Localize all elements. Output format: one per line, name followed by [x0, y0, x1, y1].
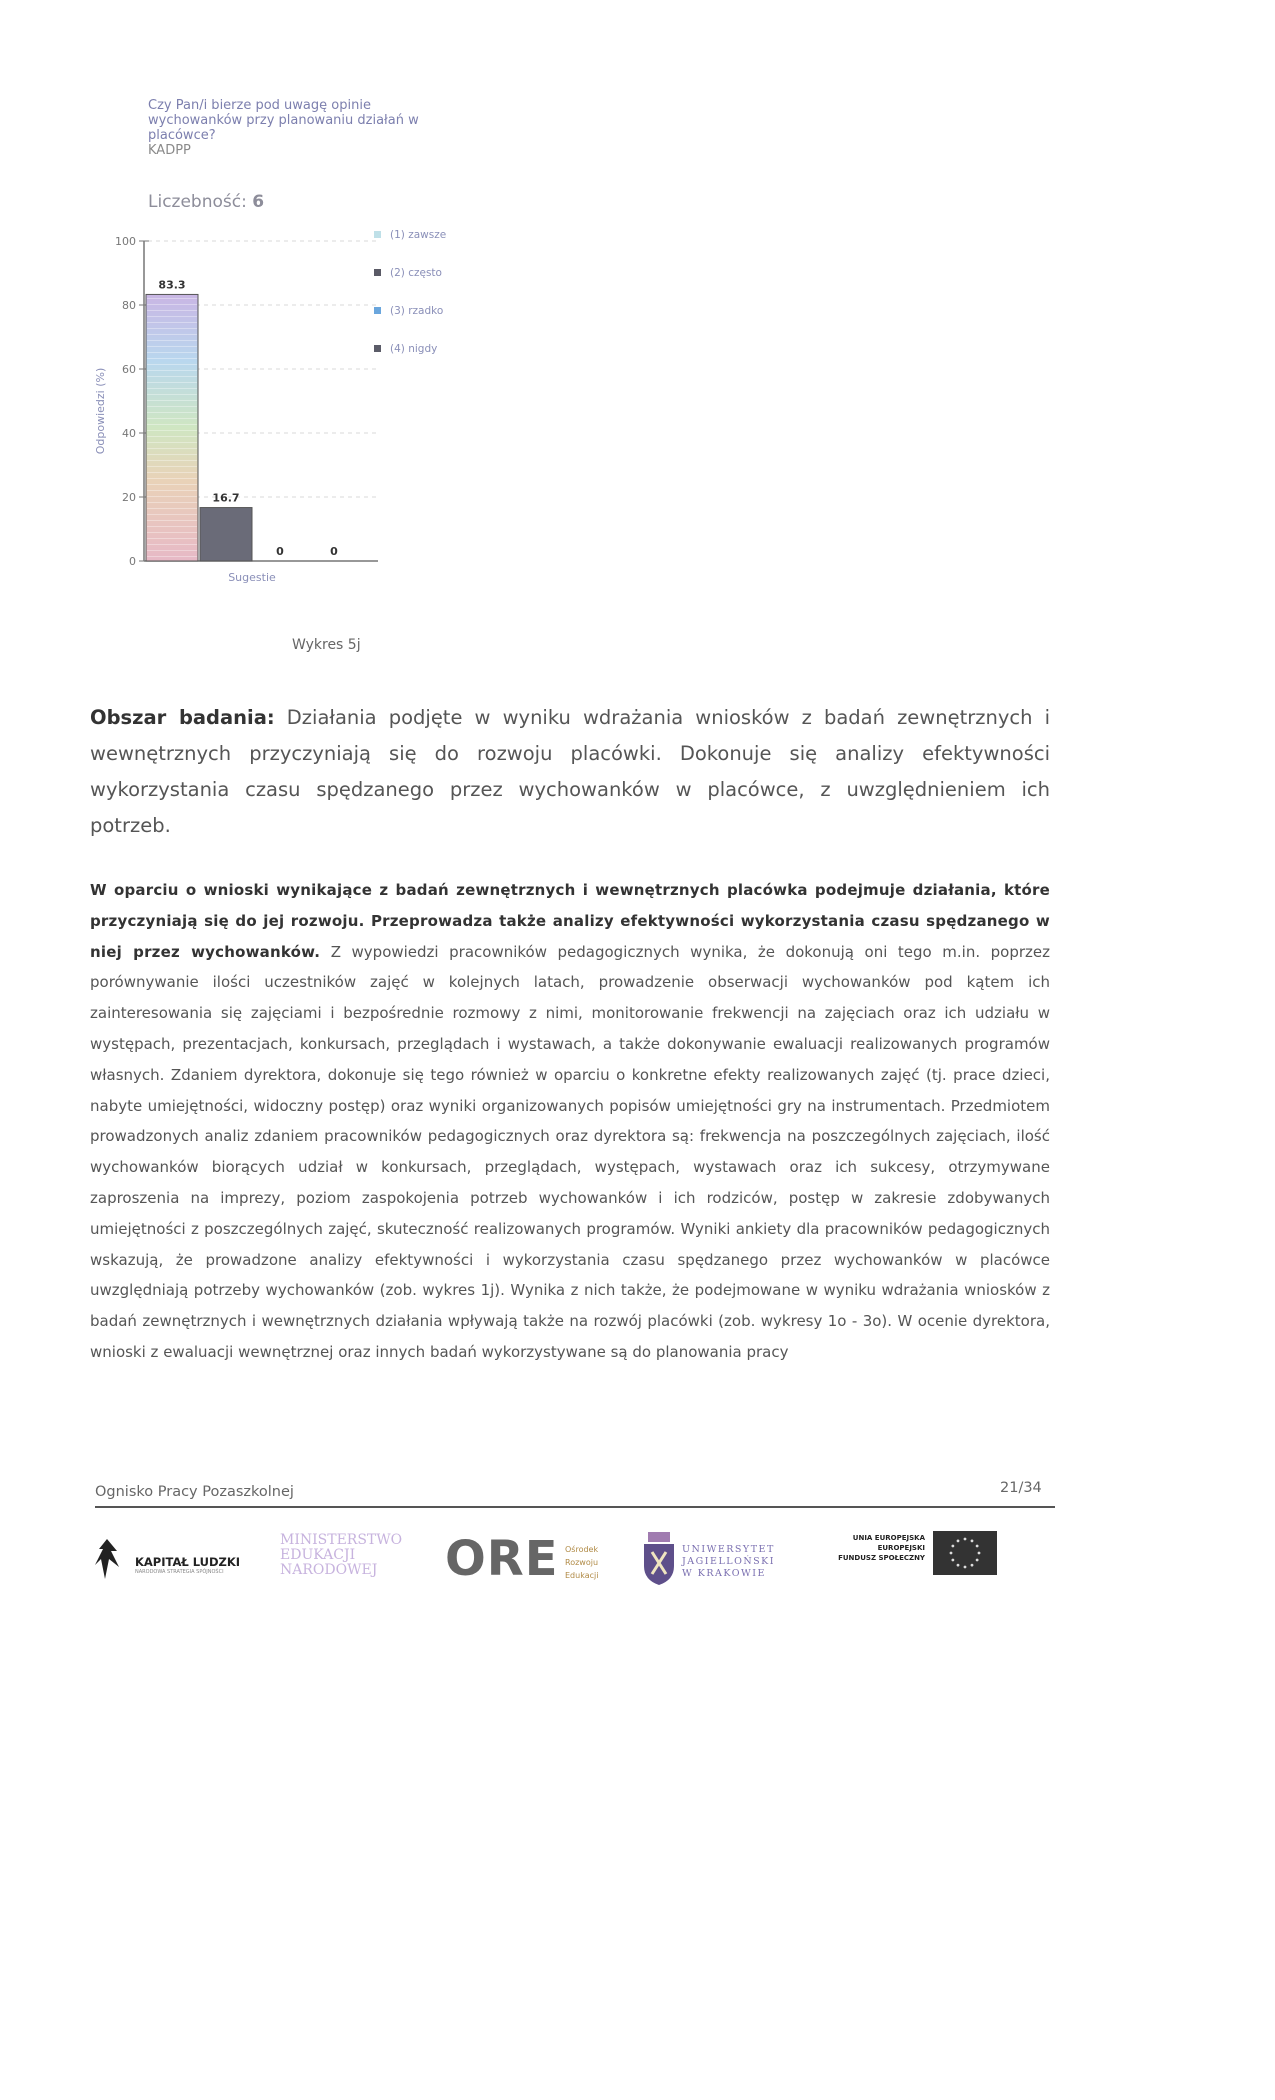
- body-paragraph: [90, 875, 1050, 1368]
- eu-star: [957, 1564, 960, 1567]
- chart-title-line: placówce?: [148, 128, 216, 143]
- eu-line: FUNDUSZ SPOŁECZNY: [838, 1554, 925, 1562]
- research-area-lead: Obszar badania:: [90, 706, 275, 729]
- uj-logo: [640, 1530, 776, 1590]
- bar-value-label: 16.7: [212, 491, 240, 505]
- research-area-paragraph: [90, 700, 1050, 844]
- eu-star: [976, 1559, 979, 1562]
- legend-marker: [374, 269, 381, 276]
- bar-value-label: 0: [276, 545, 284, 558]
- bar: [200, 508, 252, 561]
- x-category-label: Sugestie: [228, 571, 276, 584]
- kapital-ludzki-logo: [95, 1537, 241, 1585]
- legend-marker: [374, 307, 381, 314]
- ore-sub-line: Rozwoju: [565, 1558, 599, 1567]
- eu-star: [964, 1566, 967, 1569]
- eu-name: [795, 1533, 925, 1563]
- sponsor-logos: [95, 1525, 1055, 1595]
- bar-value-label: 83.3: [158, 278, 186, 292]
- y-tick-label: 40: [122, 427, 136, 440]
- body-bold-lead: W oparciu o wnioski wynikające z badań zewnętrznych i wewnętrznych placówka podejmuje działania, które przyczyniają się do jej rozwoju. Przeprowadza także analizy efektywności wykorzystania czasu spędzanego w niej przez wychowanków.: [90, 881, 1050, 961]
- y-tick-label: 20: [122, 491, 136, 504]
- kapital-ludzki-icon: [95, 1537, 129, 1581]
- eu-star: [957, 1539, 960, 1542]
- kapital-ludzki-sub: NARODOWA STRATEGIA SPÓJNOŚCI: [135, 1569, 224, 1575]
- uj-line: W KRAKOWIE: [682, 1568, 766, 1579]
- ore-sub-line: Edukacji: [565, 1571, 599, 1580]
- uj-name: [682, 1544, 775, 1580]
- ore-name: ORE: [445, 1531, 559, 1587]
- eu-star: [951, 1559, 954, 1562]
- y-tick-label: 100: [115, 235, 136, 248]
- ore-sub-line: Ośrodek: [565, 1545, 599, 1554]
- footer-divider: [95, 1506, 1055, 1508]
- uj-line: JAGIELLOŃSKI: [682, 1556, 776, 1567]
- chart-caption: Wykres 5j: [292, 637, 361, 653]
- eu-line: UNIA EUROPEJSKA: [852, 1534, 925, 1542]
- chart-title-line: Czy Pan/i bierze pod uwagę opinie: [148, 98, 371, 113]
- chart-title-line: wychowanków przy planowaniu działań w: [148, 113, 419, 128]
- footer-page-number: 21/34: [1000, 1480, 1042, 1496]
- bar-value-label: 0: [330, 545, 338, 558]
- men-line: EDUKACJI: [280, 1547, 356, 1563]
- legend-label: (4) nigdy: [390, 343, 438, 355]
- count-value: 6: [252, 192, 265, 212]
- footer-institution: Ognisko Pracy Pozaszkolnej: [95, 1484, 294, 1500]
- uj-line: UNIWERSYTET: [682, 1544, 775, 1555]
- uj-crest-icon: [640, 1530, 678, 1586]
- men-line: MINISTERSTWO: [280, 1532, 403, 1548]
- y-axis-label: Odpowiedzi (%): [94, 367, 107, 455]
- y-tick-label: 60: [122, 363, 136, 376]
- research-area-text: Działania podjęte w wyniku wdrażania wniosków z badań zewnętrznych i wewnętrznych przyczyniają się do rozwoju placówki. Dokonuje się analizy efektywności wykorzystania czasu spędzanego przez wychowanków w placówce, z uwzględnieniem ich potrzeb.: [90, 706, 1050, 837]
- eu-flag-icon: [933, 1531, 997, 1575]
- kapital-ludzki-name: KAPITAŁ LUDZKI: [135, 1555, 241, 1569]
- men-logo: [280, 1533, 402, 1578]
- bar-chart: [94, 225, 500, 615]
- chart-count: [148, 192, 264, 212]
- count-label: Liczebność:: [148, 192, 247, 212]
- legend-label: (2) często: [390, 267, 442, 279]
- eu-star: [964, 1538, 967, 1541]
- legend-label: (1) zawsze: [390, 229, 447, 241]
- eu-star: [950, 1552, 953, 1555]
- men-line: NARODOWEJ: [280, 1562, 378, 1578]
- y-tick-label: 80: [122, 299, 136, 312]
- y-tick-label: 0: [129, 555, 136, 568]
- eu-star: [978, 1552, 981, 1555]
- eu-star: [971, 1539, 974, 1542]
- ore-subtitle: [565, 1543, 625, 1582]
- eu-star: [976, 1545, 979, 1548]
- eu-line: EUROPEJSKI: [877, 1544, 925, 1552]
- legend-marker: [374, 345, 381, 352]
- legend-label: (3) rzadko: [390, 305, 444, 317]
- eu-star: [971, 1564, 974, 1567]
- eu-star: [951, 1545, 954, 1548]
- body-text: Z wypowiedzi pracowników pedagogicznych wynika, że dokonują oni tego m.in. poprzez porównywanie ilości uczestników zajęć w kolejnych latach, prowadzenie obserwacji wychowanków pod kątem ich zainteresowania się zajęciami i bezpośrednie rozmowy z nimi, monitorowanie frekwencji na zajęciach oraz ich udziału w występach, prezentacjach, konkursach, przeglądach i wystawach, a także dokonywanie ewaluacji realizowanych programów własnych. Zdaniem dyrektora, dokonuje się tego również w oparciu o konkretne efekty realizowanych zajęć (tj. prace dzieci, nabyte umiejętności, widoczny postęp) oraz wyniki organizowanych popisów umiejętności gry na instrumentach. Przedmiotem prowadzonych analiz zdaniem pracowników pedagogicznych oraz dyrektora są: frekwencja na poszczególnych zajęciach, ilość wychowanków biorących udział w konkursach, przeglądach, występach, wystawach oraz ich sukcesy, otrzymywane zaproszenia na imprezy, poziom zaspokojenia potrzeb wychowanków i ich rodziców, postęp w zakresie zdobywanych umiejętności z poszczególnych zajęć, skuteczność realizowanych programów. Wyniki ankiety dla pracowników pedagogicznych wskazują, że prowadzone analizy efektywności i wykorzystania czasu spędzanego przez wychowanków w placówce uwzględniają potrzeby wychowanków (zob. wykres 1j). Wynika z nich także, że podejmowane w wyniku wdrażania wniosków z badań zewnętrznych i wewnętrznych działania wpływają także na rozwój placówki (zob. wykresy 1o - 3o). W ocenie dyrektora, wnioski z ewaluacji wewnętrznej oraz innych badań wykorzystywane są do planowania pracy: [90, 942, 1050, 1361]
- chart-subtitle: KADPP: [148, 143, 191, 158]
- chart-title: [148, 98, 488, 158]
- legend-marker: [374, 231, 381, 238]
